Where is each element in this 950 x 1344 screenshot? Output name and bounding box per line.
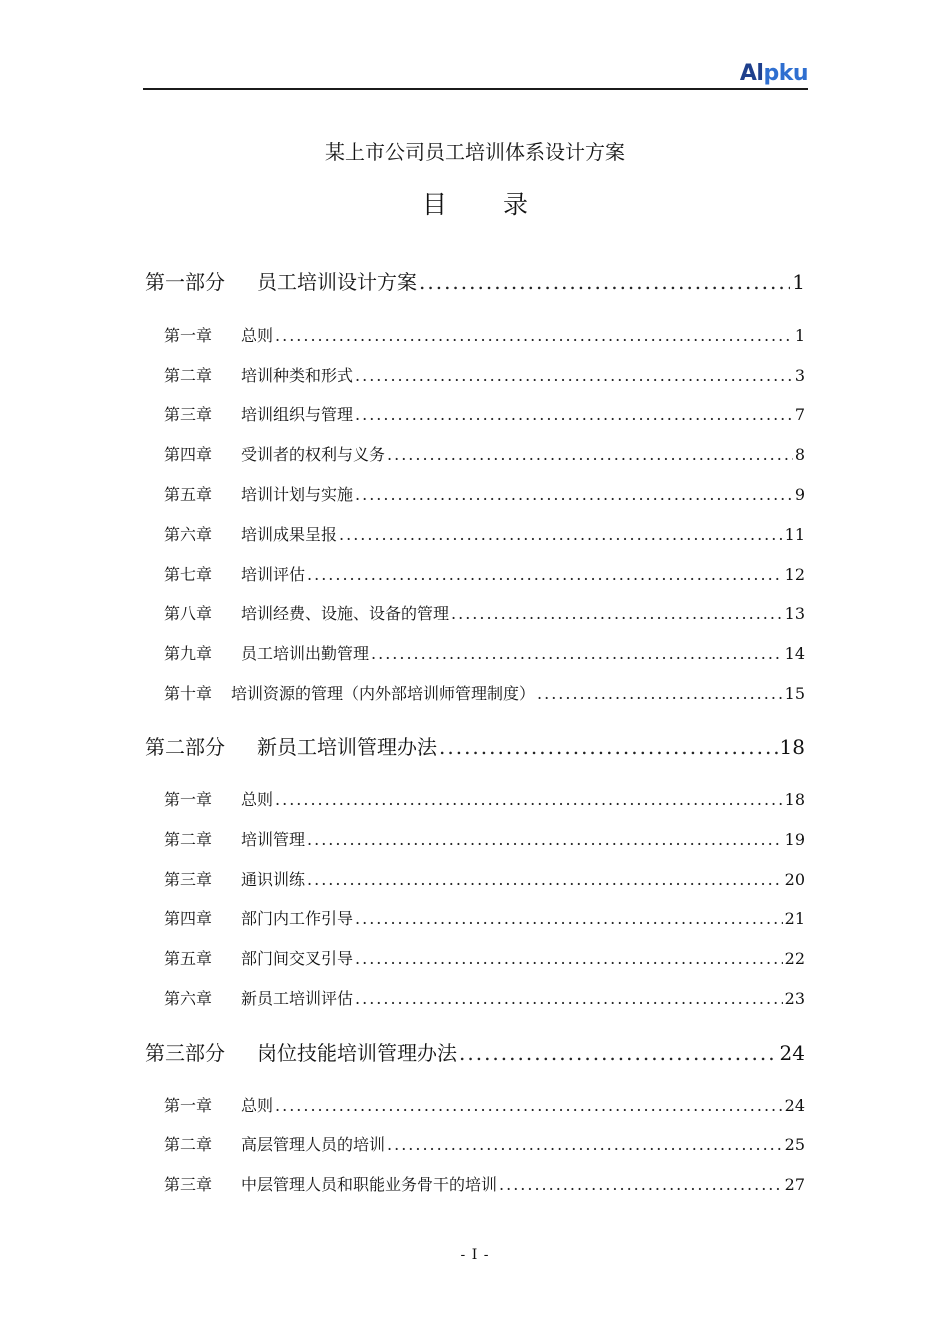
toc-title: 培训成果呈报 xyxy=(241,525,338,544)
toc-title: 培训管理 xyxy=(241,830,306,849)
toc-number: 第四章 xyxy=(164,445,213,464)
toc-leader xyxy=(307,870,783,889)
toc-leader xyxy=(387,1135,783,1154)
toc-leader xyxy=(355,366,793,385)
toc-leader xyxy=(355,949,783,968)
toc-chapter-entry[interactable] xyxy=(164,1172,805,1195)
toc-chapter-entry[interactable] xyxy=(164,681,805,704)
toc-leader xyxy=(307,830,783,849)
toc-number: 第八章 xyxy=(164,604,213,623)
toc-number: 第三章 xyxy=(164,405,213,424)
toc-page-number: 18 xyxy=(779,735,805,759)
toc-number: 第二章 xyxy=(164,366,213,385)
toc-title: 总则 xyxy=(241,326,274,345)
toc-page-number: 1 xyxy=(794,326,805,345)
toc-number: 第七章 xyxy=(164,565,213,584)
company-logo xyxy=(740,61,808,86)
toc-number: 第一章 xyxy=(164,326,213,345)
toc-chapter-entry[interactable] xyxy=(164,323,805,346)
toc-chapter-entry[interactable] xyxy=(164,562,805,585)
toc-page-number: 14 xyxy=(784,644,805,663)
toc-chapter-entry[interactable] xyxy=(164,442,805,465)
toc-page-number: 7 xyxy=(794,405,805,424)
toc-title: 培训资源的管理（内外部培训师管理制度） xyxy=(231,684,536,703)
toc-number: 第一章 xyxy=(164,1096,213,1115)
toc-title: 高层管理人员的培训 xyxy=(241,1135,386,1154)
toc-title: 部门间交叉引导 xyxy=(241,949,354,968)
toc-page-number: 11 xyxy=(784,525,805,544)
toc-number: 第三章 xyxy=(164,1175,213,1194)
toc-leader xyxy=(307,565,783,584)
toc-page-number: 9 xyxy=(794,485,805,504)
toc-page-number: 22 xyxy=(784,949,805,968)
toc-chapter-entry[interactable] xyxy=(164,402,805,425)
toc-title: 新员工培训评估 xyxy=(241,989,354,1008)
toc-number: 第四章 xyxy=(164,909,213,928)
toc-number: 第十章 xyxy=(164,684,213,703)
toc-title: 通识训练 xyxy=(241,870,306,889)
toc-title: 中层管理人员和职能业务骨干的培训 xyxy=(241,1175,498,1194)
toc-leader xyxy=(499,1175,783,1194)
toc-number: 第五章 xyxy=(164,485,213,504)
toc-leader xyxy=(419,270,790,294)
toc-chapter-entry[interactable] xyxy=(164,522,805,545)
toc-page-number: 13 xyxy=(784,604,805,623)
document-title: 某上市公司员工培训体系设计方案 xyxy=(325,140,625,164)
toc-leader xyxy=(355,485,793,504)
toc-page-number: 15 xyxy=(784,684,805,703)
page-footer-number: - I - xyxy=(460,1247,490,1263)
toc-chapter-entry[interactable] xyxy=(164,1132,805,1155)
toc-chapter-entry[interactable] xyxy=(164,827,805,850)
toc-part-entry[interactable] xyxy=(145,1037,805,1066)
toc-leader xyxy=(355,405,793,424)
toc-title: 培训组织与管理 xyxy=(241,405,354,424)
toc-page-number: 18 xyxy=(784,790,805,809)
toc-title: 部门内工作引导 xyxy=(241,909,354,928)
toc-page-number: 25 xyxy=(784,1135,805,1154)
toc-part-entry[interactable] xyxy=(145,731,805,760)
toc-chapter-entry[interactable] xyxy=(164,641,805,664)
toc-part-entry[interactable] xyxy=(145,266,805,295)
toc-title: 新员工培训管理办法 xyxy=(257,735,437,759)
toc-leader xyxy=(355,989,783,1008)
toc-page-number: 27 xyxy=(784,1175,805,1194)
logo-text-accent: pku xyxy=(763,61,808,86)
toc-leader xyxy=(387,445,793,464)
toc-chapter-entry[interactable] xyxy=(164,906,805,929)
toc-page-number: 19 xyxy=(784,830,805,849)
toc-number: 第五章 xyxy=(164,949,213,968)
toc-title: 培训评估 xyxy=(241,565,306,584)
toc-title: 岗位技能培训管理办法 xyxy=(257,1041,457,1065)
toc-title: 总则 xyxy=(241,1096,274,1115)
toc-chapter-entry[interactable] xyxy=(164,1093,805,1116)
toc-page-number: 23 xyxy=(784,989,805,1008)
toc-page-number: 24 xyxy=(784,1096,805,1115)
toc-title: 培训经费、设施、设备的管理 xyxy=(241,604,450,623)
toc-title: 培训种类和形式 xyxy=(241,366,354,385)
toc-number: 第三章 xyxy=(164,870,213,889)
toc-leader xyxy=(537,684,783,703)
toc-leader xyxy=(355,909,783,928)
toc-page-number: 8 xyxy=(794,445,805,464)
toc-chapter-entry[interactable] xyxy=(164,482,805,505)
toc-leader xyxy=(275,1096,783,1115)
toc-leader xyxy=(439,735,778,759)
toc-title: 员工培训设计方案 xyxy=(257,270,417,294)
toc-number: 第二部分 xyxy=(145,735,225,759)
toc-number: 第六章 xyxy=(164,989,213,1008)
toc-heading: 目 录 xyxy=(422,190,552,219)
toc-leader xyxy=(459,1041,778,1065)
toc-number: 第三部分 xyxy=(145,1041,225,1065)
toc-chapter-entry[interactable] xyxy=(164,787,805,810)
toc-chapter-entry[interactable] xyxy=(164,363,805,386)
toc-number: 第九章 xyxy=(164,644,213,663)
toc-page-number: 12 xyxy=(784,565,805,584)
toc-page-number: 1 xyxy=(792,270,805,294)
toc-leader xyxy=(451,604,783,623)
logo-text-main: Al xyxy=(739,61,764,86)
toc-chapter-entry[interactable] xyxy=(164,986,805,1009)
toc-chapter-entry[interactable] xyxy=(164,867,805,890)
toc-chapter-entry[interactable] xyxy=(164,946,805,969)
toc-title: 总则 xyxy=(241,790,274,809)
toc-title: 受训者的权利与义务 xyxy=(241,445,386,464)
toc-number: 第二章 xyxy=(164,1135,213,1154)
toc-number: 第二章 xyxy=(164,830,213,849)
toc-leader xyxy=(275,790,783,809)
toc-page-number: 24 xyxy=(779,1041,805,1065)
toc-number: 第一章 xyxy=(164,790,213,809)
toc-number: 第六章 xyxy=(164,525,213,544)
toc-chapter-entry[interactable] xyxy=(164,601,805,624)
toc-page-number: 20 xyxy=(784,870,805,889)
page-header xyxy=(143,58,808,90)
toc-title: 员工培训出勤管理 xyxy=(241,644,370,663)
toc-leader xyxy=(275,326,793,345)
toc-leader xyxy=(339,525,783,544)
toc-leader xyxy=(371,644,783,663)
toc-title: 培训计划与实施 xyxy=(241,485,354,504)
toc-number: 第一部分 xyxy=(145,270,225,294)
toc-page-number: 3 xyxy=(794,366,805,385)
toc-page-number: 21 xyxy=(784,909,805,928)
